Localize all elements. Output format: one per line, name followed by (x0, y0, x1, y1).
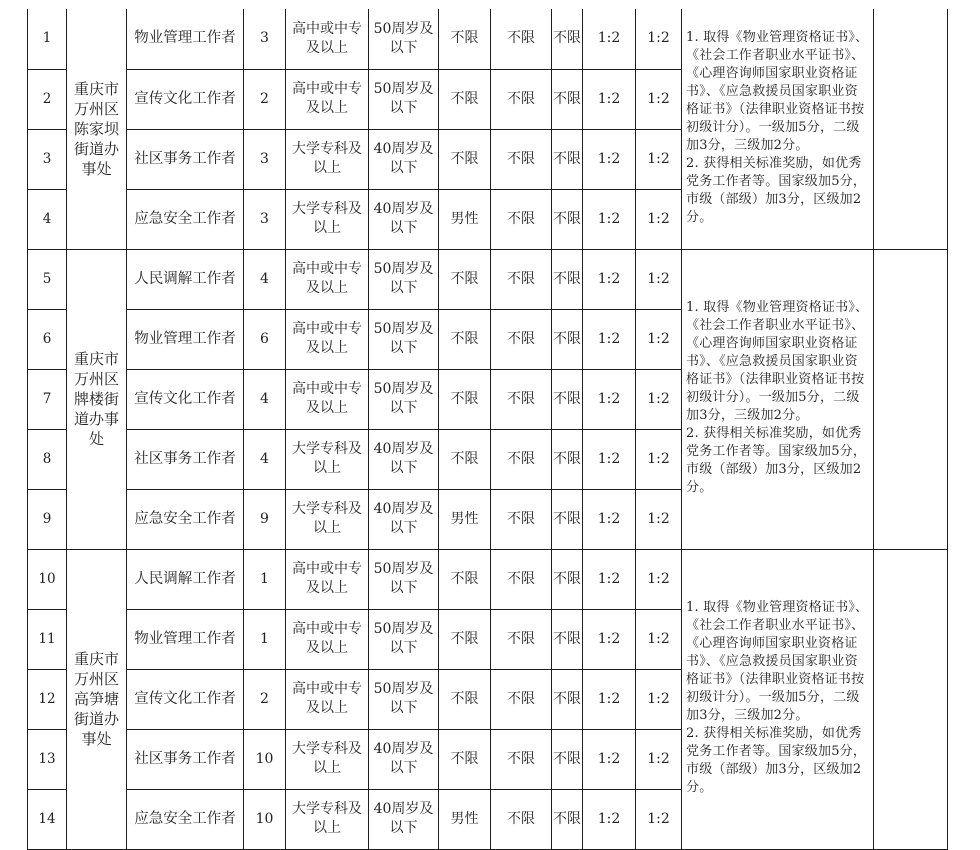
row-number-cell: 5 (28, 249, 67, 309)
position-cell: 物业管理工作者 (127, 9, 244, 69)
gender-cell: 不限 (439, 309, 491, 369)
education-cell: 大学专科及以上 (286, 489, 369, 549)
row-number-cell: 2 (28, 69, 67, 129)
requirement-cell: 不限 (491, 729, 552, 789)
row-number-cell: 11 (28, 609, 67, 669)
education-cell: 大学专科及以上 (286, 429, 369, 489)
education-cell: 高中或中专及以上 (286, 669, 369, 729)
ratio-cell: 1:2 (583, 669, 636, 729)
row-number-cell: 1 (28, 9, 67, 69)
headcount-cell: 3 (244, 9, 286, 69)
education-cell: 高中或中专及以上 (286, 369, 369, 429)
row-number-cell: 4 (28, 189, 67, 249)
ratio-cell: 1:2 (636, 669, 682, 729)
blank-cell (874, 549, 948, 849)
row-number-cell: 8 (28, 429, 67, 489)
age-cell: 50周岁及以下 (369, 369, 439, 429)
position-cell: 人民调解工作者 (127, 249, 244, 309)
table-body (28, 9, 948, 849)
recruitment-table (27, 9, 948, 850)
position-cell: 社区事务工作者 (127, 129, 244, 189)
age-cell: 50周岁及以下 (369, 249, 439, 309)
table-row (28, 9, 948, 69)
gender-cell: 不限 (439, 609, 491, 669)
education-cell: 大学专科及以上 (286, 789, 369, 849)
position-cell: 社区事务工作者 (127, 429, 244, 489)
position-cell: 社区事务工作者 (127, 729, 244, 789)
requirement-cell: 不限 (552, 609, 583, 669)
requirement-cell: 不限 (491, 429, 552, 489)
gender-cell: 不限 (439, 429, 491, 489)
age-cell: 50周岁及以下 (369, 309, 439, 369)
row-number-cell: 3 (28, 129, 67, 189)
gender-cell: 不限 (439, 9, 491, 69)
remarks-cell (682, 9, 874, 249)
row-number-cell: 7 (28, 369, 67, 429)
requirement-cell: 不限 (552, 429, 583, 489)
ratio-cell: 1:2 (636, 189, 682, 249)
age-cell: 40周岁及以下 (369, 729, 439, 789)
position-cell: 宣传文化工作者 (127, 369, 244, 429)
headcount-cell: 4 (244, 369, 286, 429)
requirement-cell: 不限 (552, 309, 583, 369)
ratio-cell: 1:2 (636, 489, 682, 549)
education-cell: 高中或中专及以上 (286, 69, 369, 129)
table-row (28, 549, 948, 609)
requirement-cell: 不限 (552, 189, 583, 249)
headcount-cell: 9 (244, 489, 286, 549)
gender-cell: 男性 (439, 789, 491, 849)
age-cell: 50周岁及以下 (369, 609, 439, 669)
education-cell: 大学专科及以上 (286, 129, 369, 189)
ratio-cell: 1:2 (636, 369, 682, 429)
requirement-cell: 不限 (491, 309, 552, 369)
blank-cell (874, 9, 948, 249)
blank-cell (874, 249, 948, 549)
age-cell: 40周岁及以下 (369, 189, 439, 249)
unit-name-cell: 重庆市万州区陈家坝街道办事处 (67, 9, 127, 249)
age-cell: 50周岁及以下 (369, 69, 439, 129)
requirement-cell: 不限 (491, 249, 552, 309)
age-cell: 50周岁及以下 (369, 669, 439, 729)
gender-cell: 不限 (439, 249, 491, 309)
position-cell: 应急安全工作者 (127, 789, 244, 849)
ratio-cell: 1:2 (636, 69, 682, 129)
requirement-cell: 不限 (552, 789, 583, 849)
ratio-cell: 1:2 (583, 729, 636, 789)
table-row (28, 249, 948, 309)
headcount-cell: 6 (244, 309, 286, 369)
age-cell: 50周岁及以下 (369, 549, 439, 609)
requirement-cell: 不限 (491, 369, 552, 429)
requirement-cell: 不限 (552, 729, 583, 789)
position-cell: 物业管理工作者 (127, 309, 244, 369)
requirement-cell: 不限 (491, 789, 552, 849)
education-cell: 高中或中专及以上 (286, 609, 369, 669)
ratio-cell: 1:2 (636, 729, 682, 789)
gender-cell: 不限 (439, 369, 491, 429)
ratio-cell: 1:2 (583, 609, 636, 669)
ratio-cell: 1:2 (583, 129, 636, 189)
remarks-cell (682, 249, 874, 549)
ratio-cell: 1:2 (636, 429, 682, 489)
requirement-cell: 不限 (552, 69, 583, 129)
education-cell: 高中或中专及以上 (286, 549, 369, 609)
row-number-cell: 14 (28, 789, 67, 849)
row-number-cell: 6 (28, 309, 67, 369)
remarks-cell (682, 549, 874, 849)
gender-cell: 不限 (439, 129, 491, 189)
ratio-cell: 1:2 (583, 489, 636, 549)
headcount-cell: 1 (244, 609, 286, 669)
age-cell: 40周岁及以下 (369, 789, 439, 849)
ratio-cell: 1:2 (636, 789, 682, 849)
requirement-cell: 不限 (491, 129, 552, 189)
row-number-cell: 10 (28, 549, 67, 609)
remark-item-1: 1. 取得《物业管理资格证书》、《社会工作者职业水平证书》、《心理咨询师国家职业资格证书》、《应急救援员国家职业资格证书》（法律职业资格证书按初级计分）。一级加5分，二级加3分，三级加2分。 (686, 29, 869, 153)
row-number-cell: 9 (28, 489, 67, 549)
ratio-cell: 1:2 (636, 549, 682, 609)
row-number-cell: 13 (28, 729, 67, 789)
requirement-cell: 不限 (552, 129, 583, 189)
education-cell: 高中或中专及以上 (286, 249, 369, 309)
gender-cell: 不限 (439, 549, 491, 609)
education-cell: 高中或中专及以上 (286, 9, 369, 69)
remark-item-1: 1. 取得《物业管理资格证书》、《社会工作者职业水平证书》、《心理咨询师国家职业资格证书》、《应急救援员国家职业资格证书》（法律职业资格证书按初级计分）。一级加5分，二级加3分，三级加2分。 (686, 300, 869, 423)
ratio-cell: 1:2 (583, 789, 636, 849)
headcount-cell: 3 (244, 189, 286, 249)
headcount-cell: 10 (244, 729, 286, 789)
ratio-cell: 1:2 (583, 429, 636, 489)
headcount-cell: 10 (244, 789, 286, 849)
requirement-cell: 不限 (552, 249, 583, 309)
position-cell: 物业管理工作者 (127, 609, 244, 669)
requirement-cell: 不限 (552, 9, 583, 69)
gender-cell: 不限 (439, 669, 491, 729)
headcount-cell: 3 (244, 129, 286, 189)
requirement-cell: 不限 (491, 609, 552, 669)
ratio-cell: 1:2 (583, 9, 636, 69)
headcount-cell: 2 (244, 69, 286, 129)
gender-cell: 男性 (439, 189, 491, 249)
age-cell: 40周岁及以下 (369, 429, 439, 489)
ratio-cell: 1:2 (583, 189, 636, 249)
ratio-cell: 1:2 (636, 249, 682, 309)
ratio-cell: 1:2 (636, 309, 682, 369)
requirement-cell: 不限 (491, 489, 552, 549)
ratio-cell: 1:2 (583, 549, 636, 609)
position-cell: 应急安全工作者 (127, 489, 244, 549)
unit-name-cell: 重庆市万州区高笋塘街道办事处 (67, 549, 127, 849)
remark-item-2: 2. 获得相关标准奖励，如优秀党务工作者等。国家级加5分，市级（部级）加3分，区级加2分。 (686, 726, 867, 795)
remark-item-2: 2. 获得相关标准奖励，如优秀党务工作者等。国家级加5分，市级（部级）加3分，区级加2分。 (686, 155, 867, 225)
unit-name-cell: 重庆市万州区牌楼街道办事处 (67, 249, 127, 549)
ratio-cell: 1:2 (636, 129, 682, 189)
ratio-cell: 1:2 (583, 69, 636, 129)
requirement-cell: 不限 (491, 9, 552, 69)
headcount-cell: 4 (244, 429, 286, 489)
requirement-cell: 不限 (552, 369, 583, 429)
education-cell: 高中或中专及以上 (286, 309, 369, 369)
remark-item-1: 1. 取得《物业管理资格证书》、《社会工作者职业水平证书》、《心理咨询师国家职业资格证书》、《应急救援员国家职业资格证书》（法律职业资格证书按初级计分）。一级加5分，二级加3分，三级加2分。 (686, 600, 869, 723)
position-cell: 宣传文化工作者 (127, 669, 244, 729)
requirement-cell: 不限 (552, 489, 583, 549)
requirement-cell: 不限 (491, 669, 552, 729)
requirement-cell: 不限 (552, 549, 583, 609)
position-cell: 应急安全工作者 (127, 189, 244, 249)
row-number-cell: 12 (28, 669, 67, 729)
headcount-cell: 4 (244, 249, 286, 309)
ratio-cell: 1:2 (583, 369, 636, 429)
remark-item-2: 2. 获得相关标准奖励，如优秀党务工作者等。国家级加5分，市级（部级）加3分，区级加2分。 (686, 426, 867, 495)
gender-cell: 男性 (439, 489, 491, 549)
education-cell: 大学专科及以上 (286, 729, 369, 789)
headcount-cell: 1 (244, 549, 286, 609)
age-cell: 40周岁及以下 (369, 129, 439, 189)
age-cell: 50周岁及以下 (369, 9, 439, 69)
age-cell: 40周岁及以下 (369, 489, 439, 549)
ratio-cell: 1:2 (583, 309, 636, 369)
ratio-cell: 1:2 (583, 249, 636, 309)
gender-cell: 不限 (439, 729, 491, 789)
headcount-cell: 2 (244, 669, 286, 729)
education-cell: 大学专科及以上 (286, 189, 369, 249)
position-cell: 人民调解工作者 (127, 549, 244, 609)
requirement-cell: 不限 (552, 669, 583, 729)
ratio-cell: 1:2 (636, 609, 682, 669)
gender-cell: 不限 (439, 69, 491, 129)
requirement-cell: 不限 (491, 549, 552, 609)
position-cell: 宣传文化工作者 (127, 69, 244, 129)
requirement-cell: 不限 (491, 69, 552, 129)
ratio-cell: 1:2 (636, 9, 682, 69)
requirement-cell: 不限 (491, 189, 552, 249)
